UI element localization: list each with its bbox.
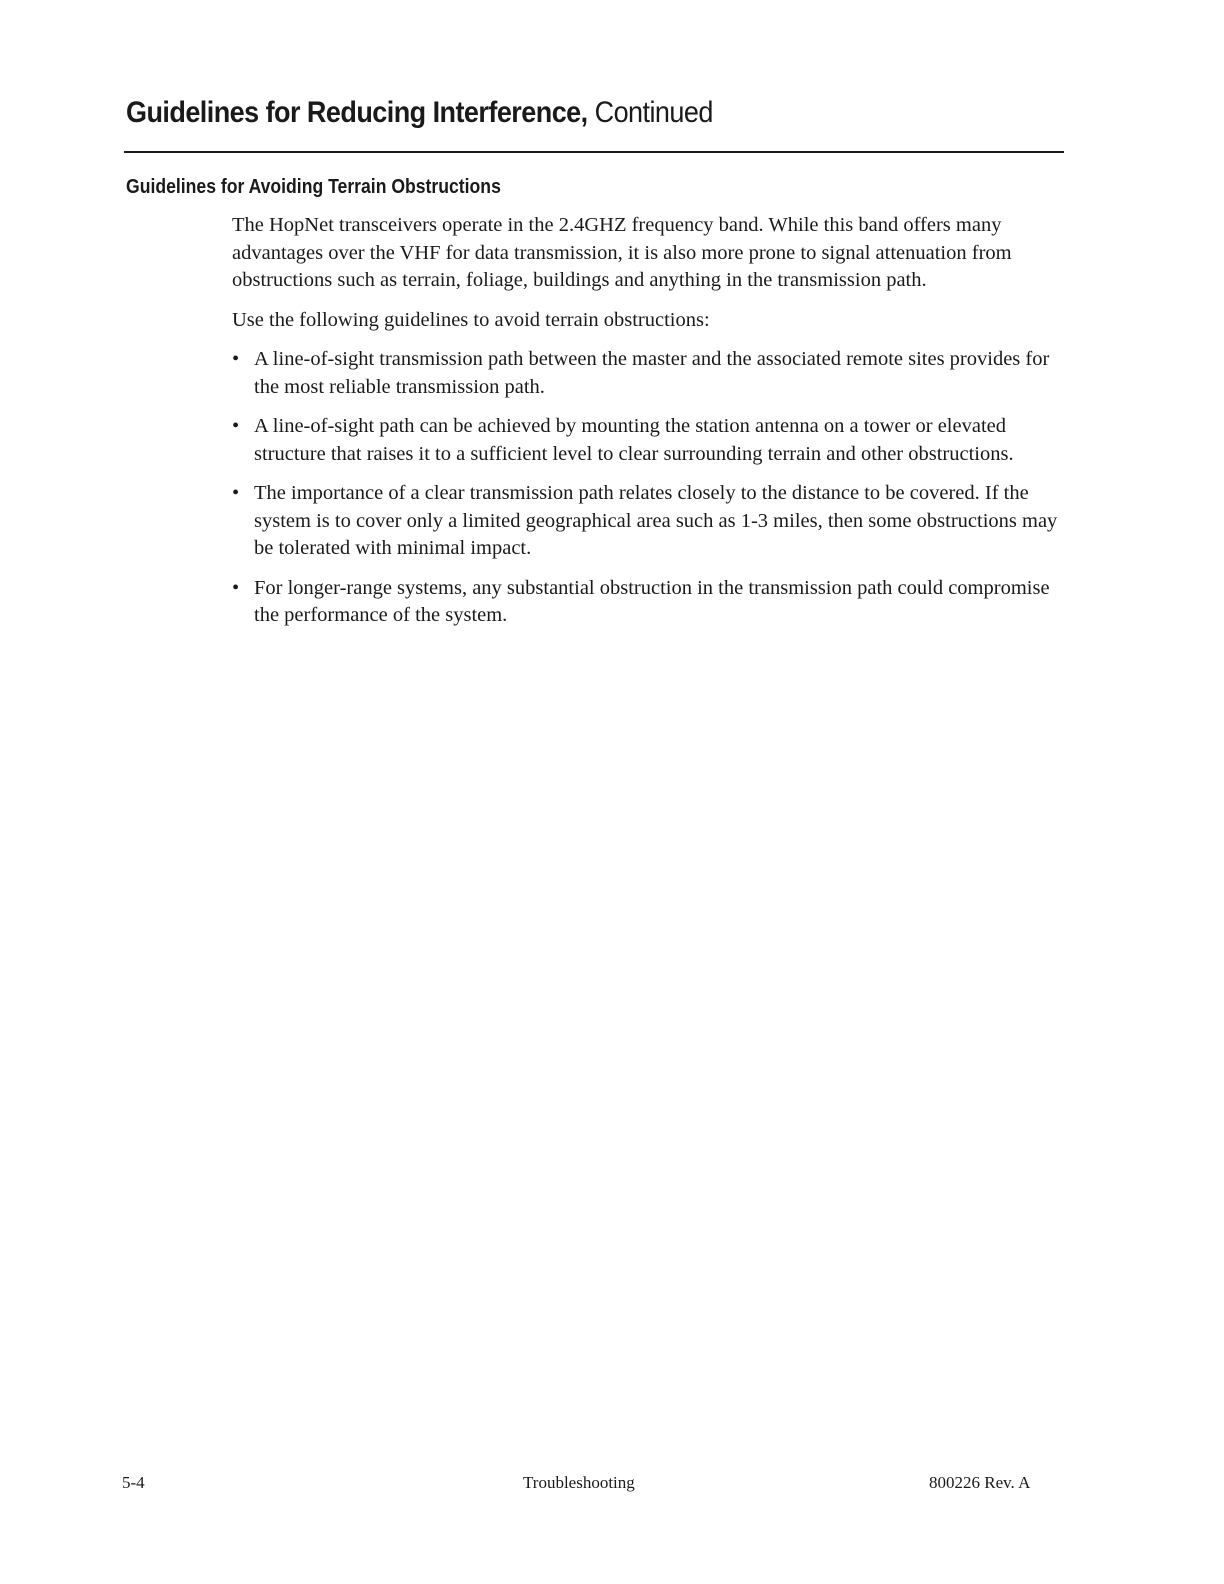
footer-chapter: Troubleshooting xyxy=(523,1473,635,1492)
list-item xyxy=(232,575,1062,630)
list-item-text: The importance of a clear transmission path relates closely to the distance to be covered. If the system is to cover only a limited geographical area such as 1-3 miles, then some obstructions may be tolerated with minimal impact. xyxy=(254,482,1058,559)
section-heading: Guidelines for Avoiding Terrain Obstructions xyxy=(126,176,501,198)
guidelines-lead-in: Use the following guidelines to avoid terrain obstructions: xyxy=(232,308,710,331)
list-item xyxy=(232,413,1062,468)
guidelines-list xyxy=(232,346,1062,630)
title-divider xyxy=(124,151,1064,153)
section-body xyxy=(232,212,1062,642)
list-item xyxy=(232,480,1062,563)
list-item-text: For longer-range systems, any substantial obstruction in the transmission path could compromise the performance of the system. xyxy=(254,576,1050,626)
bullet-icon: • xyxy=(232,576,240,599)
page-title-continued: Continued xyxy=(594,96,713,129)
page-title-main: Guidelines for Reducing Interference, xyxy=(126,96,588,129)
bullet-icon: • xyxy=(232,415,240,437)
page-title xyxy=(126,96,713,130)
intro-paragraph: The HopNet transceivers operate in the 2.4GHZ frequency band. While this band offers many advantages over the VHF for data transmission, it is also more prone to signal attenuation from obstructions such as terrain, foliage, buildings and anything in the transmission path. xyxy=(232,214,1012,291)
bullet-icon: • xyxy=(232,348,240,370)
list-item-text: A line-of-sight transmission path between the master and the associated remote sites provides for the most reliable transmission path. xyxy=(254,348,1050,398)
bullet-icon: • xyxy=(232,482,240,504)
footer-doc-number: 800226 Rev. A xyxy=(929,1473,1031,1492)
list-item-text: A line-of-sight path can be achieved by mounting the station antenna on a tower or elevated structure that raises it to a sufficient level to clear surrounding terrain and other obstructions. xyxy=(254,415,1014,465)
list-item xyxy=(232,346,1062,401)
footer-page-number: 5-4 xyxy=(122,1473,145,1492)
